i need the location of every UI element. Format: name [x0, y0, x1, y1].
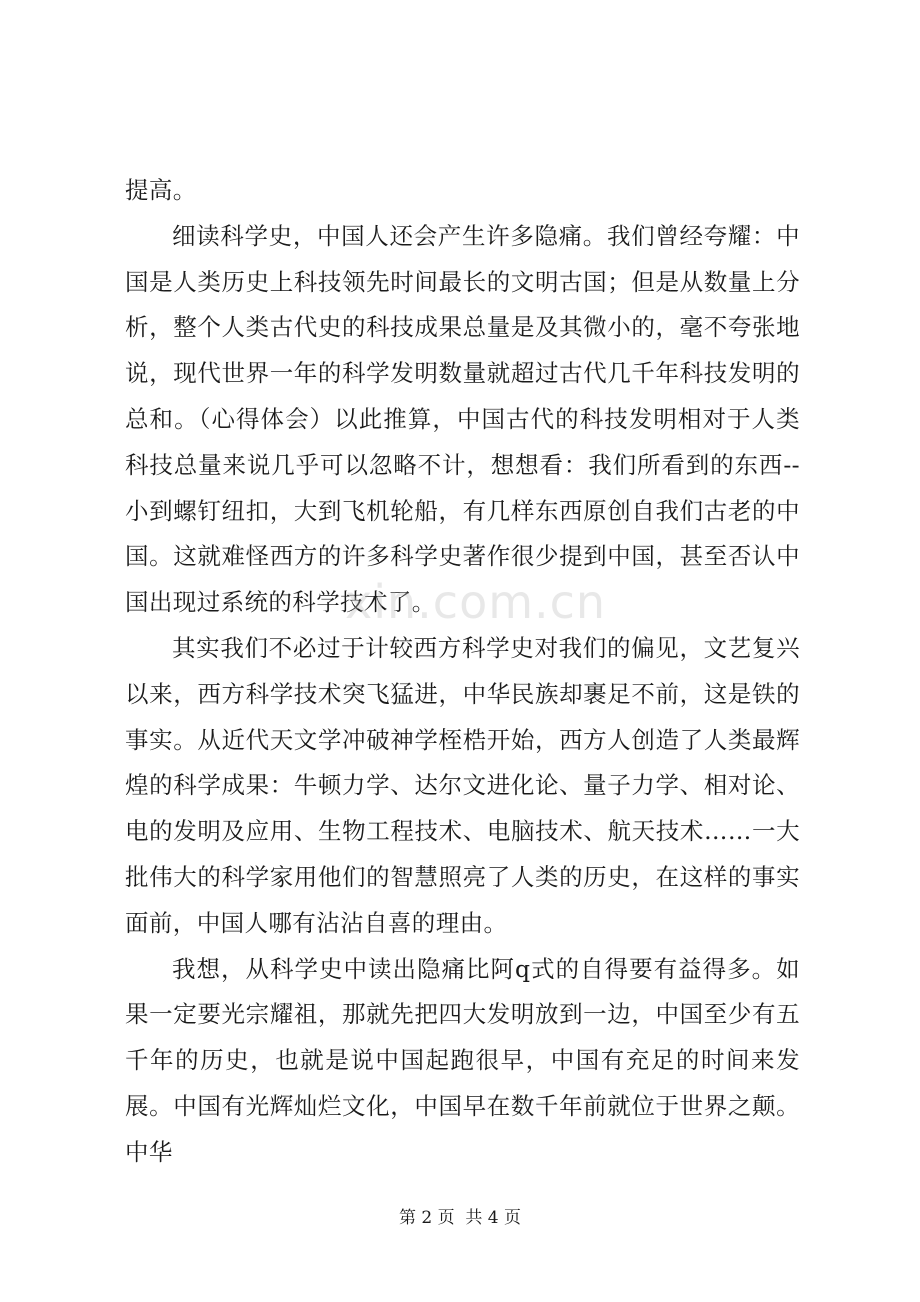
page-number-label: 第 2 页 共 4 页 — [398, 1208, 522, 1228]
paragraph-science-history-pain: 细读科学史，中国人还会产生许多隐痛。我们曾经夸耀：中国是人类历史上科技领先时间最长的文明古国；但是从数量上分析，整个人类古代史的科技成果总量是及其微小的，毫不夸张地说，现代世界一年的科学发明数量就超过古代几千年科技发明的总和。（心得体会）以此推算，中国古代的科技发明相对于人类科技总量来说几乎可以忽略不计，想想看：我们所看到的东西--小到螺钉纽扣，大到飞机轮船，有几样东西原创自我们古老的中国。这就难怪西方的许多科学史著作很少提到中国，甚至否认中国出现过系统的科学技术了。 — [125, 221, 800, 617]
paragraph-reflection: 我想，从科学史中读出隐痛比阿q式的自得要有益得多。如果一定要光宗耀祖，那就先把四大发明放到一边，中国至少有五千年的历史，也就是说中国起跑很早，中国有充足的时间来发展。中国有光辉灿烂文化，中国早在数千年前就位于世界之颠。中华 — [125, 954, 800, 1166]
paragraph-continuation: 提高。 — [125, 176, 197, 204]
document-body — [125, 168, 800, 1176]
paragraph-western-science: 其实我们不必过于计较西方科学史对我们的偏见，文艺复兴以来，西方科学技术突飞猛进，中华民族却裹足不前，这是铁的事实。从近代天文学冲破神学桎梏开始，西方人创造了人类最辉煌的科学成果：牛顿力学、达尔文进化论、量子力学、相对论、电的发明及应用、生物工程技术、电脑技术、航天技术……一大批伟大的科学家用他们的智慧照亮了人类的历史，在这样的事实面前，中国人哪有沾沾自喜的理由。 — [125, 633, 800, 937]
watermark: xin.com.cn — [345, 575, 607, 629]
page-footer — [0, 1203, 920, 1228]
